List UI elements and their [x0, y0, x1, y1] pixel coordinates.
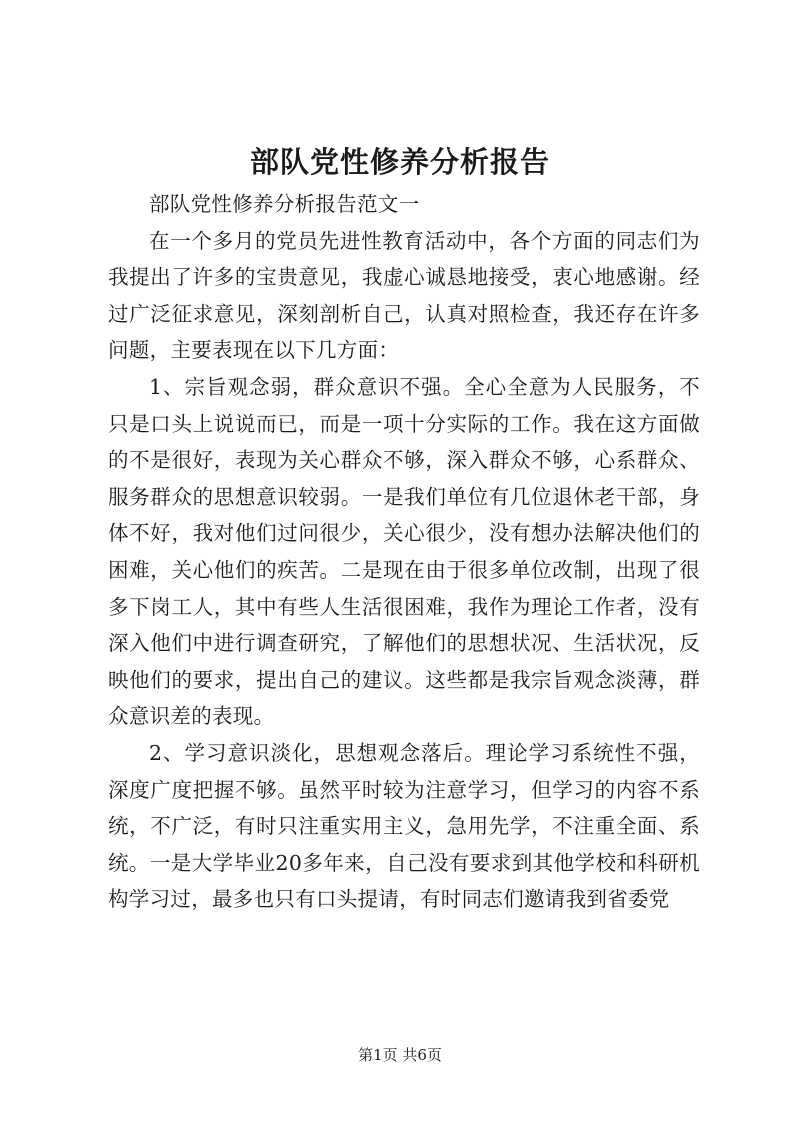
- paragraph-intro: 在一个多月的党员先进性教育活动中，各个方面的同志们为我提出了许多的宝贵意见，我虚心诚恳地接受，衷心地感谢。经过广泛征求意见，深刻剖析自己，认真对照检查，我还存在许多问题，主要表现在以下几方面：: [108, 228, 700, 363]
- document-title: 部队党性修养分析报告: [249, 145, 550, 179]
- paragraph-point-1: 1、宗旨观念弱，群众意识不强。全心全意为人民服务，不只是口头上说说而已，而是一项十分实际的工作。我在这方面做的不是很好，表现为关心群众不够，深入群众不够，心系群众、服务群众的思想意识较弱。一是我们单位有几位退休老干部，身体不好，我对他们过问很少，关心很少，没有想办法解决他们的困难，关心他们的疾苦。二是现在由于很多单位改制，出现了很多下岗工人，其中有些人生活很困难，我作为理论工作者，没有深入他们中进行调查研究，了解他们的思想状况、生活状况，反映他们的要求，提出自己的建议。这些都是我宗旨观念淡薄，群众意识差的表现。: [108, 374, 700, 729]
- document-subtitle: 部队党性修养分析报告范文一: [149, 192, 420, 216]
- paragraph-point-2: 2、学习意识淡化，思想观念落后。理论学习系统性不强，深度广度把握不够。虽然平时较为注意学习，但学习的内容不系统，不广泛，有时只注重实用主义，急用先学，不注重全面、系统。一是大学毕业20多年来，自己没有要求到其他学校和科研机构学习过，最多也只有口头提请，有时同志们邀请我到省委党: [108, 740, 700, 912]
- document-body: [108, 186, 700, 918]
- page-footer: 第1页 共6页: [358, 1046, 442, 1064]
